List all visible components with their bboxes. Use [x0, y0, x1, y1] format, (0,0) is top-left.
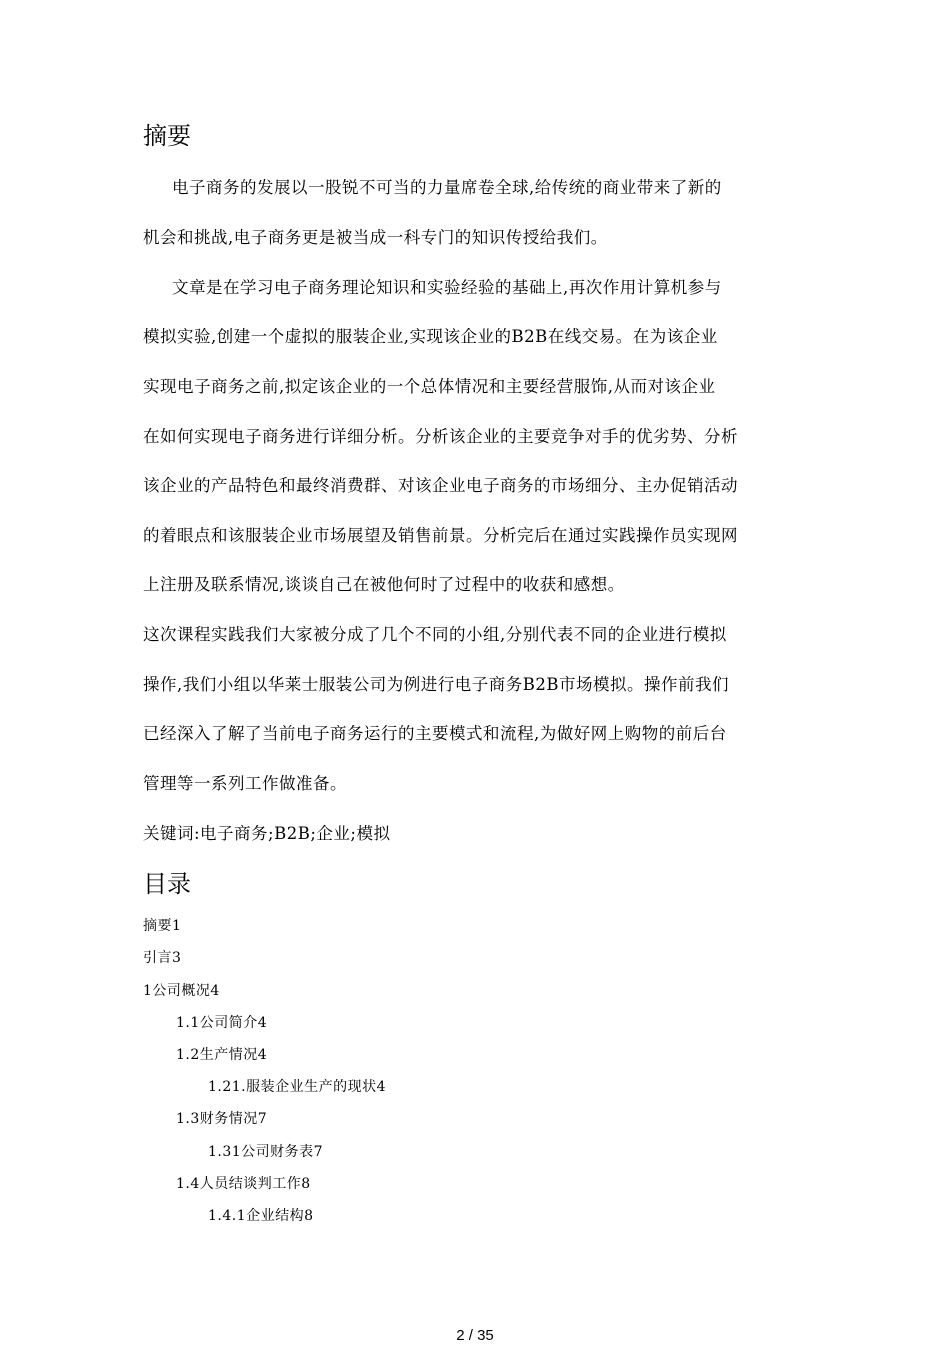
abstract-line: 管理等一系列工作做准备。 — [143, 774, 347, 793]
toc-item[interactable]: 1.21.服装企业生产的现状4 — [208, 1079, 387, 1095]
toc-item[interactable]: 1.4人员结谈判工作8 — [176, 1176, 311, 1192]
abstract-line: 上注册及联系情况,谈谈自己在被他何时了过程中的收获和感想。 — [143, 575, 625, 594]
toc-item[interactable]: 1.2生产情况4 — [176, 1047, 268, 1063]
toc-item[interactable]: 1公司概况4 — [143, 983, 220, 999]
abstract-line: 电子商务的发展以一股锐不可当的力量席卷全球,给传统的商业带来了新的 — [172, 178, 722, 197]
toc-item[interactable]: 1.4.1企业结构8 — [208, 1208, 314, 1224]
abstract-line: 这次课程实践我们大家被分成了几个不同的小组,分别代表不同的企业进行模拟 — [143, 625, 727, 644]
toc-item[interactable]: 摘要1 — [143, 918, 182, 934]
toc-item[interactable]: 1.1公司简介4 — [176, 1015, 268, 1031]
abstract-line: 实现电子商务之前,拟定该企业的一个总体情况和主要经营服饰,从而对该企业 — [143, 377, 716, 396]
abstract-heading: 摘要 — [143, 122, 191, 150]
abstract-line: 该企业的产品特色和最终消费群、对该企业电子商务的市场细分、主办促销活动 — [143, 476, 738, 495]
toc-item[interactable]: 1.3财务情况7 — [176, 1111, 268, 1127]
toc-item[interactable]: 1.31公司财务表7 — [208, 1144, 324, 1160]
abstract-line: 模拟实验,创建一个虚拟的服装企业,实现该企业的B2B在线交易。在为该企业 — [143, 327, 718, 346]
abstract-line: 操作,我们小组以华莱士服装公司为例进行电子商务B2B市场模拟。操作前我们 — [143, 675, 729, 694]
abstract-line: 文章是在学习电子商务理论知识和实验经验的基础上,再次作用计算机参与 — [172, 278, 722, 297]
abstract-line: 已经深入了解了当前电子商务运行的主要模式和流程,为做好网上购物的前后台 — [143, 724, 727, 743]
toc-heading: 目录 — [143, 870, 191, 898]
toc-item[interactable]: 引言3 — [143, 950, 182, 966]
page-number: 2 / 35 — [456, 1327, 494, 1344]
abstract-line: 机会和挑战,电子商务更是被当成一科专门的知识传授给我们。 — [143, 228, 608, 247]
abstract-line: 在如何实现电子商务进行详细分析。分析该企业的主要竞争对手的优劣势、分析 — [143, 427, 738, 446]
keywords-line: 关键词:电子商务;B2B;企业;模拟 — [143, 824, 391, 843]
abstract-line: 的着眼点和该服装企业市场展望及销售前景。分析完后在通过实践操作员实现网 — [143, 526, 738, 545]
